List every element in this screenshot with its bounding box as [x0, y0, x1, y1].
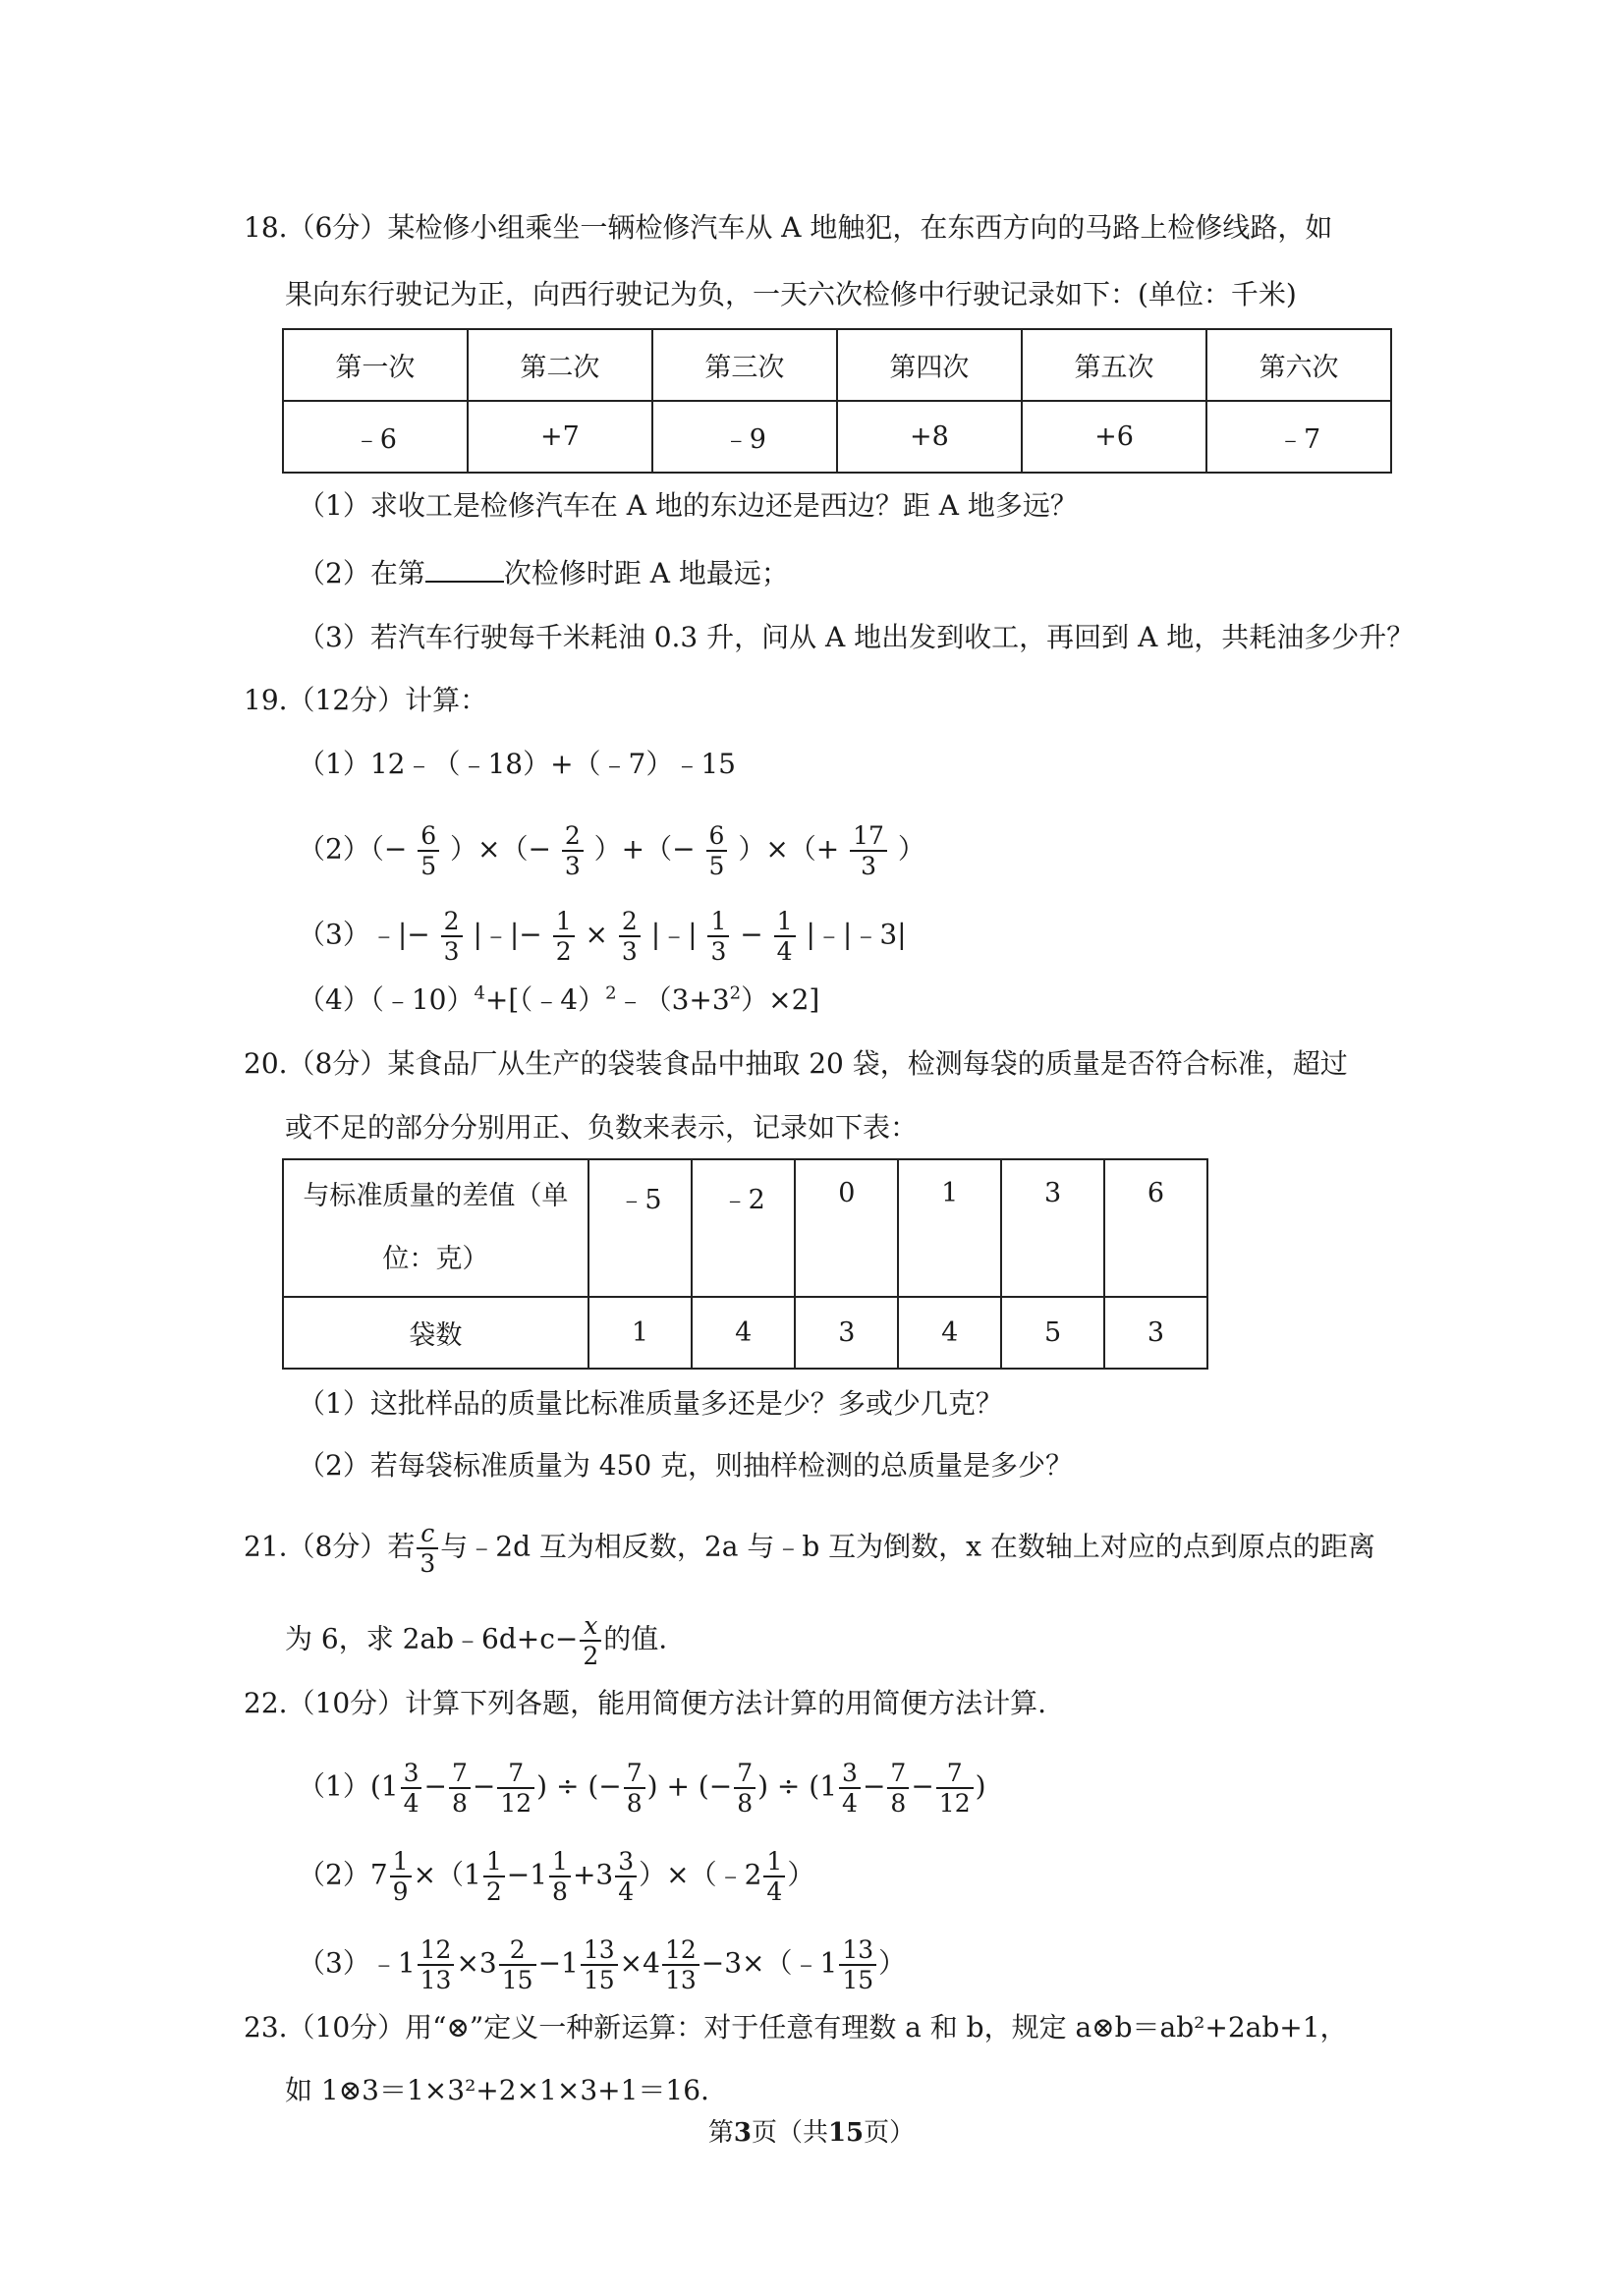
denominator: 4 [776, 937, 793, 966]
denominator: 3 [564, 852, 581, 880]
q21-c: 为 6，求 2ab﹣6d+c− [285, 1622, 579, 1655]
fraction: $\frac{1}{8}$ [549, 1849, 571, 1904]
exponent: 2 [605, 982, 617, 1004]
q19-p2-fraction-3 [706, 823, 728, 878]
footer-a: 第 [707, 2118, 734, 2148]
q18-header-5: 第五次 [1022, 329, 1206, 401]
q23-line1: 23.（10分）用“⊗”定义一种新运算：对于任意有理数 a 和 b，规定 a⊗b＝ab²+2ab+1， [244, 2011, 1348, 2044]
q18-part3: （3）若汽车行驶每千米耗油 0.3 升，问从 A 地出发到收工，再回到 A 地，共耗油多少升？ [298, 621, 1415, 653]
q19-p3-end: |﹣|﹣3| [806, 918, 907, 951]
fraction: $\frac{7}{8}$ [734, 1761, 756, 1816]
fraction: $\frac{7}{12}$ [936, 1761, 974, 1816]
q21-fraction-c [417, 1521, 438, 1576]
q19-p2-fraction-4 [850, 823, 887, 878]
numerator: 2 [619, 909, 641, 937]
q19-p3-op1: |﹣|− [473, 918, 542, 951]
q18-header-1: 第一次 [283, 329, 468, 401]
fraction: $\frac{7}{8}$ [887, 1761, 909, 1816]
q18-part2-prefix: （2）在第 [298, 557, 425, 589]
q19-title: 19.（12分）计算： [244, 684, 488, 716]
q19-part1: （1）12﹣（﹣18）+（﹣7）﹣15 [298, 748, 736, 780]
denominator: 3 [861, 852, 877, 880]
q22-part1: （1）(1 $\frac{3}{4}$ − $\frac{7}{8}$ − $\frac{7}{12}$ ) ÷ (− $\frac{7}{8}$ ) + (− $\frac{7}{8}$ ) ÷ (1 $\frac{3}{4}$ − $\frac{7}{8}$ − $\frac{7}{12}$ ) [298, 1759, 986, 1818]
q18-value-3: ﹣9 [652, 401, 837, 473]
numerator: 6 [418, 823, 439, 852]
numerator: 17 [850, 823, 887, 852]
q19-p4-c: ﹣（3+3 [616, 983, 730, 1016]
q21-d: 的值. [603, 1622, 668, 1655]
q19-p2-op2: ）+（− [593, 832, 696, 866]
q19-p3-fraction-3 [619, 909, 641, 964]
q20-row1-label: 与标准质量的差值（单位：克） [283, 1159, 588, 1297]
exponent: 4 [474, 982, 485, 1004]
q19-p2-fraction-2 [562, 823, 584, 878]
q19-p3-fraction-2 [553, 909, 575, 964]
q20-row2-label: 袋数 [283, 1297, 588, 1369]
q19-part2 [298, 823, 925, 878]
q18-header-6: 第六次 [1206, 329, 1391, 401]
q20-diff-3: 0 [795, 1159, 898, 1297]
q19-p3-op2: × [585, 918, 608, 951]
q18-value-4: +8 [837, 401, 1022, 473]
denominator: 3 [443, 937, 460, 966]
q21-line2 [285, 1613, 667, 1668]
page-total: 15 [827, 2118, 865, 2148]
fraction: $\frac{7}{12}$ [497, 1761, 534, 1816]
q19-p3-prefix: （3）﹣|− [298, 918, 430, 951]
fraction: $\frac{3}{4}$ [615, 1849, 637, 1904]
q18-value-2: +7 [468, 401, 652, 473]
q20-line1: 20.（8分）某食品厂从生产的袋装食品中抽取 20 袋，检测每袋的质量是否符合标准，超过 [244, 1047, 1348, 1080]
fraction: $\frac{2}{15}$ [499, 1937, 536, 1992]
q23-line2: 如 1⊗3＝1×3²+2×1×3+1＝16. [285, 2074, 709, 2106]
q18-blank[interactable] [425, 553, 504, 583]
q21-line1 [244, 1521, 1375, 1576]
fraction: $\frac{13}{15}$ [581, 1937, 618, 1992]
q22-p3-label: （3） [298, 1946, 370, 1980]
fraction: $\frac{1}{2}$ [483, 1849, 505, 1904]
q19-p4-a: （4）（﹣10） [298, 983, 475, 1016]
denominator: 2 [583, 1642, 599, 1670]
q19-p3-op3: |﹣| [650, 918, 698, 951]
denominator: 3 [710, 937, 727, 966]
fraction: $\frac{1}{4}$ [763, 1849, 785, 1904]
fraction: $\frac{1}{9}$ [390, 1849, 412, 1904]
fraction: $\frac{12}{13}$ [418, 1937, 455, 1992]
numerator: 2 [441, 909, 463, 937]
q20-diff-1: ﹣5 [588, 1159, 692, 1297]
fraction: $\frac{3}{4}$ [839, 1761, 861, 1816]
numerator: 1 [553, 909, 575, 937]
q20-count-2: 4 [692, 1297, 795, 1369]
q20-count-5: 5 [1001, 1297, 1104, 1369]
q18-header-3: 第三次 [652, 329, 837, 401]
q20-count-3: 3 [795, 1297, 898, 1369]
q18-line2: 果向东行驶记为正，向西行驶记为负，一天六次检修中行驶记录如下：(单位：千米) [285, 278, 1297, 310]
q19-p3-fraction-5 [774, 909, 796, 964]
fraction: $\frac{3}{4}$ [401, 1761, 422, 1816]
denominator: 3 [621, 937, 638, 966]
q20-table [282, 1158, 1208, 1370]
q18-table [282, 328, 1392, 474]
q18-line1: 18.（6分）某检修小组乘坐一辆检修汽车从 A 地触犯，在东西方向的马路上检修线路，如 [244, 211, 1333, 244]
q18-value-5: +6 [1022, 401, 1206, 473]
q22-part2: （2）7 $\frac{1}{9}$ ×（1 $\frac{1}{2}$ −1 $\frac{1}{8}$ +3 $\frac{3}{4}$ ）×（﹣2 $\frac{1}{4}$ ） [298, 1847, 815, 1906]
q19-part4 [298, 980, 819, 1020]
exponent: 2 [729, 982, 742, 1004]
q22-p1-label: （1） [298, 1769, 370, 1803]
q19-p4-b: +[（﹣4） [484, 983, 606, 1016]
fraction: $\frac{7}{8}$ [449, 1761, 471, 1816]
q21-a: 21.（8分）若 [244, 1530, 416, 1563]
q18-header-2: 第二次 [468, 329, 652, 401]
numerator: 6 [706, 823, 728, 852]
q22-title: 22.（10分）计算下列各题，能用简便方法计算的用简便方法计算. [244, 1687, 1047, 1719]
q19-p3-fraction-1 [441, 909, 463, 964]
numerator: c [417, 1521, 438, 1549]
page-number: 3 [733, 2118, 752, 2148]
page-footer [0, 2112, 1623, 2149]
q20-diff-6: 6 [1104, 1159, 1207, 1297]
numerator: 1 [707, 909, 729, 937]
q19-p2-fraction-1 [418, 823, 439, 878]
denominator: 2 [555, 937, 572, 966]
q20-line2: 或不足的部分分别用正、负数来表示，记录如下表： [285, 1111, 919, 1144]
q19-p2-op3: ）×（+ [738, 832, 840, 866]
q20-count-1: 1 [588, 1297, 692, 1369]
q20-diff-2: ﹣2 [692, 1159, 795, 1297]
numerator: 2 [562, 823, 584, 852]
q19-p3-op4: − [740, 918, 763, 951]
q19-p2-prefix: （2）（− [298, 832, 408, 866]
numerator: 1 [774, 909, 796, 937]
q20-diff-5: 3 [1001, 1159, 1104, 1297]
q19-p3-fraction-4 [707, 909, 729, 964]
footer-b: 页（共 [751, 2118, 828, 2148]
q18-value-1: ﹣6 [283, 401, 468, 473]
q18-part2 [298, 553, 789, 593]
fraction: $\frac{13}{15}$ [839, 1937, 876, 1992]
q18-value-6: ﹣7 [1206, 401, 1391, 473]
q21-fraction-x [580, 1613, 601, 1668]
denominator: 5 [420, 852, 437, 880]
q18-header-4: 第四次 [837, 329, 1022, 401]
q18-part1: （1）求收工是检修汽车在 A 地的东边还是西边？距 A 地多远？ [298, 489, 1078, 522]
q20-diff-4: 1 [898, 1159, 1001, 1297]
q19-p2-op1: ）×（− [450, 832, 551, 866]
q20-count-4: 4 [898, 1297, 1001, 1369]
q19-p4-d: ）×2] [741, 983, 820, 1016]
q22-p2-label: （2） [298, 1858, 370, 1891]
fraction: $\frac{7}{8}$ [624, 1761, 645, 1816]
q20-part2: （2）若每袋标准质量为 450 克，则抽样检测的总质量是多少？ [298, 1449, 1074, 1482]
denominator: 5 [708, 852, 725, 880]
q19-part3 [298, 909, 907, 964]
footer-c: 页） [864, 2118, 916, 2148]
q21-b: 与﹣2d 互为相反数，2a 与﹣b 互为倒数，x 在数轴上对应的点到原点的距离 [440, 1530, 1375, 1563]
q18-part2-suffix: 次检修时距 A 地最远； [503, 557, 789, 589]
q20-part1: （1）这批样品的质量比标准质量多还是少？多或少几克？ [298, 1387, 1003, 1420]
denominator: 3 [420, 1549, 436, 1578]
q20-count-6: 3 [1104, 1297, 1207, 1369]
q19-p2-end: ） [897, 832, 925, 866]
numerator: x [580, 1613, 601, 1642]
fraction: $\frac{12}{13}$ [662, 1937, 700, 1992]
q22-part3: （3）﹣1 $\frac{12}{13}$ ×3 $\frac{2}{15}$ −1 $\frac{13}{15}$ ×4 $\frac{12}{13}$ −3×（﹣1 $\frac{13}{15}$ ） [298, 1935, 907, 1994]
